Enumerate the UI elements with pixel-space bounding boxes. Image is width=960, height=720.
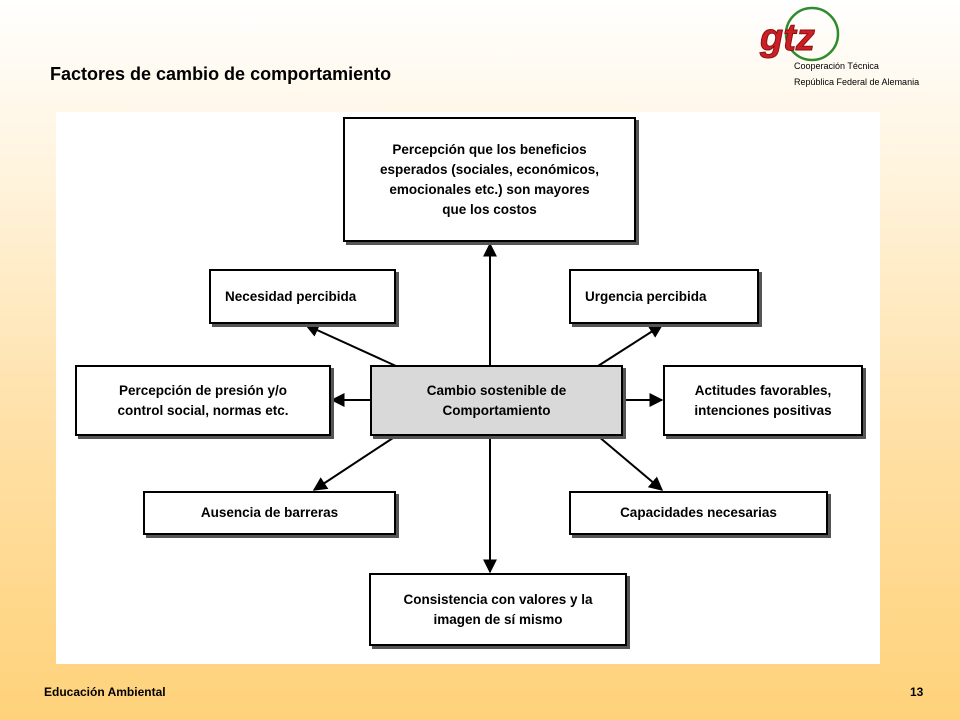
node-no-barriers: Ausencia de barreras	[143, 491, 396, 535]
arrow-to-upper-right	[598, 325, 662, 366]
node-necessary-capacities: Capacidades necesarias	[569, 491, 828, 535]
slide-title: Factores de cambio de comportamiento	[50, 64, 392, 84]
node-favorable-attitudes: Actitudes favorables, intenciones positivas	[663, 365, 863, 436]
node-perceived-urgency: Urgencia percibida	[569, 269, 759, 324]
node-top-benefits: Percepción que los beneficios esperados (sociales, económicos, emocionales etc.) son mayores que los costos	[343, 117, 636, 242]
node-consistency-values: Consistencia con valores y la imagen de sí mismo	[369, 573, 627, 646]
arrow-to-lower-right	[598, 436, 662, 490]
footer-course-name: Educación Ambiental	[44, 685, 166, 699]
node-social-pressure: Percepción de presión y/o control social, normas etc.	[75, 365, 331, 436]
node-center-change: Cambio sostenible de Comportamiento	[370, 365, 623, 436]
page-number: 13	[910, 685, 924, 699]
org-line-1: Cooperación Técnica	[794, 61, 879, 71]
node-perceived-need: Necesidad percibida	[209, 269, 396, 324]
arrow-to-lower-left	[314, 436, 396, 490]
org-line-2: República Federal de Alemania	[794, 77, 920, 87]
svg-text:gtz: gtz	[760, 17, 815, 59]
arrow-to-upper-left	[306, 325, 396, 366]
